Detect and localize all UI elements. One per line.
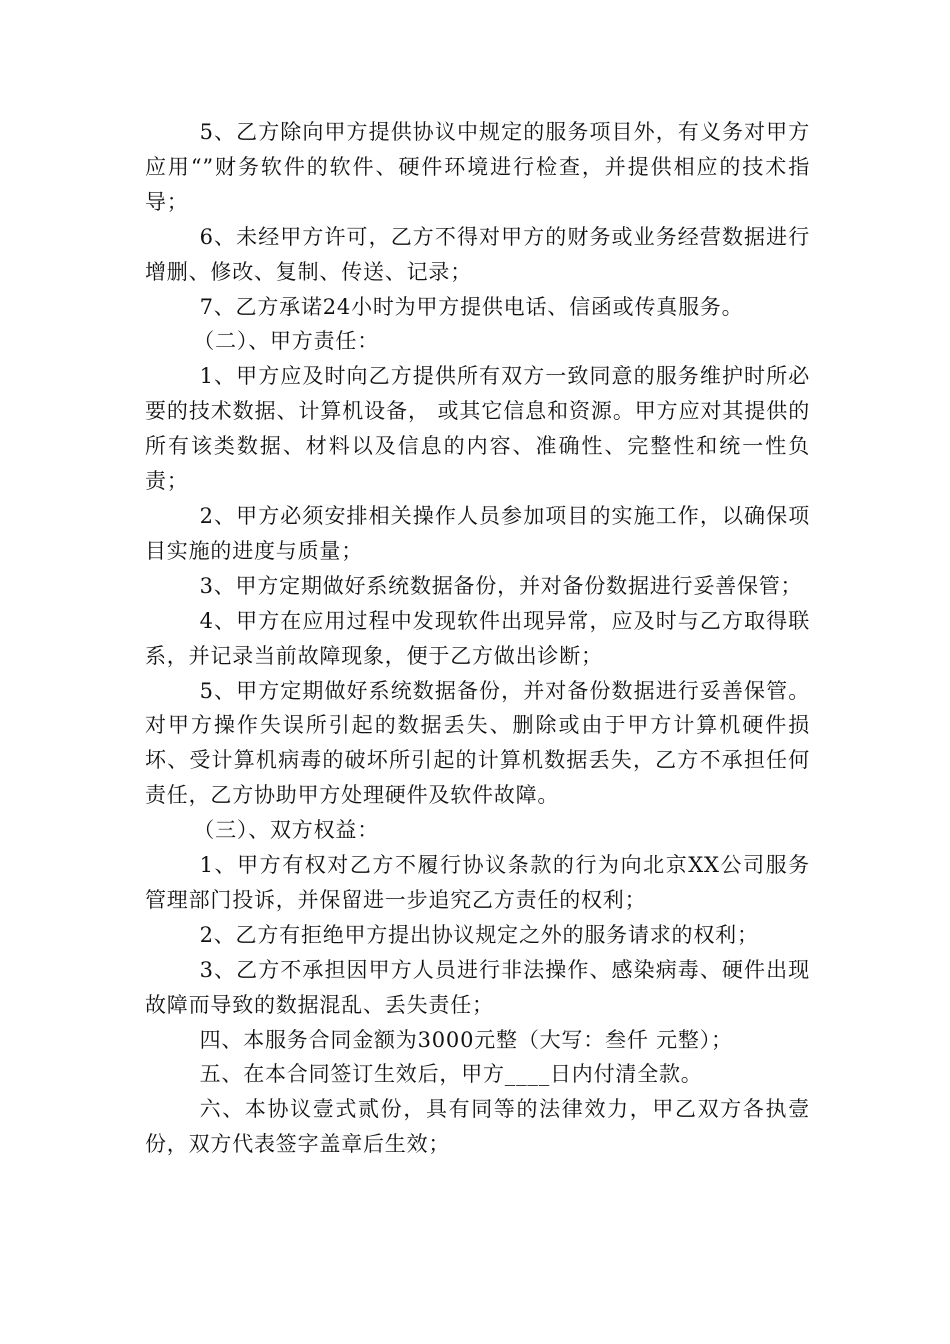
paragraph-rights-2: 2、乙方有拒绝甲方提出协议规定之外的服务请求的权利； (199, 922, 759, 947)
paragraph-payment-term: 五、在本合同签订生效后，甲方____日内付清全款。 (199, 1062, 703, 1087)
paragraph-rights-3: 3、乙方不承担因甲方人员进行非法操作、感染病毒、硬件出现故障而导致的数据混乱、丢失责任； (145, 957, 810, 1017)
paragraph-rights-1: 1、甲方有权对乙方不履行协议条款的行为向北京XX公司服务管理部门投诉，并保留进一步追究乙方责任的权利； (145, 853, 810, 912)
paragraph-party-a-1: 1、甲方应及时向乙方提供所有双方一致同意的服务维护时所必要的技术数据、计算机设备， 或其它信息和资源。甲方应对其提供的所有该类数据、材料以及信息的内容、准确性、完整性和统一性负责； (145, 364, 810, 494)
paragraph-item-6-no-data-edit: 6、未经甲方许可，乙方不得对甲方的财务或业务经营数据进行增删、修改、复制、传送、记录； (145, 224, 810, 284)
paragraph-party-a-5: 5、甲方定期做好系统数据备份，并对备份数据进行妥善保管。对甲方操作失误所引起的数据丢失、删除或由于甲方计算机硬件损坏、受计算机病毒的破坏所引起的计算机数据丢失，乙方不承担任何责任，乙方协助甲方处理硬件及软件故障。 (145, 678, 810, 808)
paragraph-item-7-24h-service: 7、乙方承诺24小时为甲方提供电话、信函或传真服务。 (199, 294, 744, 319)
section-heading-mutual-rights: （三）、双方权益： (193, 818, 379, 843)
document-page (145, 115, 810, 1162)
paragraph-party-a-4: 4、甲方在应用过程中发现软件出现异常，应及时与乙方取得联系，并记录当前故障现象，便于乙方做出诊断； (145, 608, 810, 668)
paragraph-party-a-2: 2、甲方必须安排相关操作人员参加项目的实施工作，以确保项目实施的进度与质量； (145, 503, 810, 563)
paragraph-copies-effect: 六、本协议壹式贰份，具有同等的法律效力，甲乙双方各执壹份，双方代表签字盖章后生效； (145, 1097, 810, 1157)
paragraph-item-5-extra-duty: 5、乙方除向甲方提供协议中规定的服务项目外，有义务对甲方应用“”财务软件的软件、硬件环境进行检查，并提供相应的技术指导； (145, 120, 810, 214)
section-heading-party-a-duties: （二）、甲方责任： (193, 329, 379, 354)
paragraph-party-a-3: 3、甲方定期做好系统数据备份，并对备份数据进行妥善保管； (199, 573, 803, 598)
paragraph-contract-amount: 四、本服务合同金额为3000元整（大写：叁仟 元整）； (199, 1027, 733, 1052)
